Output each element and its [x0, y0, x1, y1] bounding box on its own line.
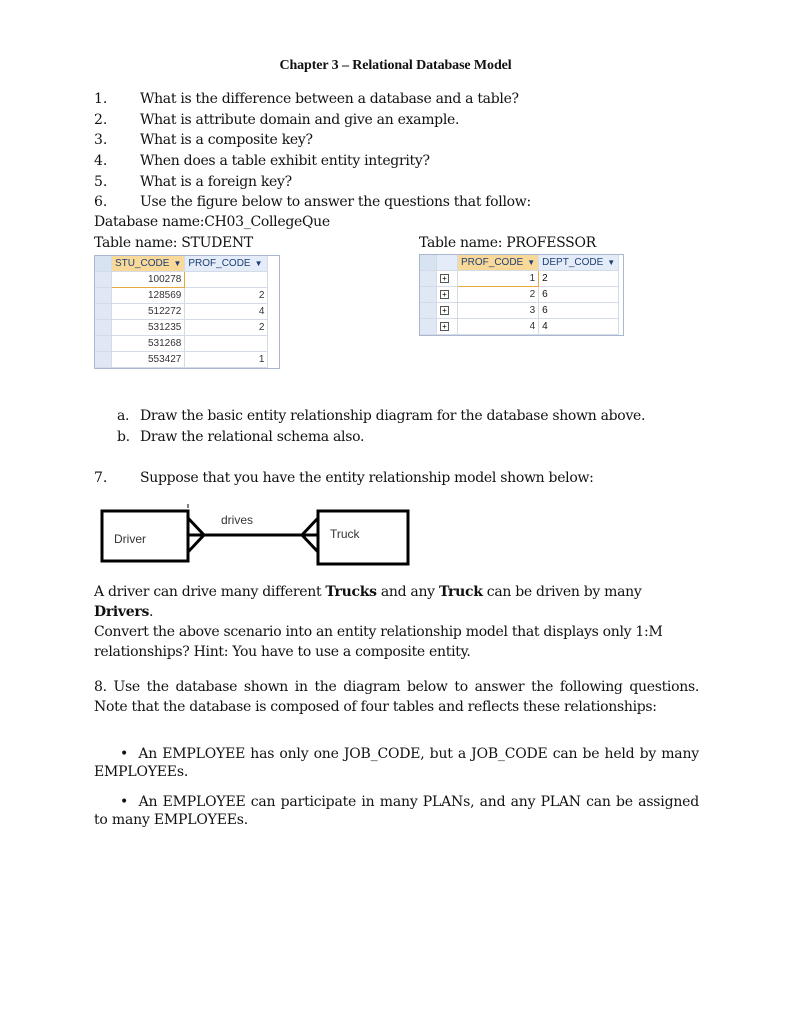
q7-paragraph: A driver can drive many different Trucks and any Truck can be driven by many Drivers. Convert the above scenario into an entity relationship model that displays only 1:M relationships? Hint: You have to use a composite entity.: [94, 584, 663, 660]
table-row[interactable]: [95, 352, 268, 368]
expand-icon[interactable]: +: [440, 274, 449, 283]
table-row[interactable]: [420, 319, 619, 335]
table-row[interactable]: [95, 288, 268, 304]
question-text: What is attribute domain and give an example.: [140, 112, 460, 128]
question-number: 4.: [94, 153, 108, 169]
driver-label: Driver: [114, 532, 146, 546]
question-text: What is the difference between a database and a table?: [140, 91, 519, 107]
table-cell[interactable]: 4: [539, 319, 619, 335]
column-header[interactable]: DEPT_CODE ▼: [539, 255, 619, 271]
subquestion-letter: a.: [117, 408, 130, 424]
table-cell[interactable]: [185, 272, 268, 288]
subquestion-text: Draw the basic entity relationship diagram for the database shown above.: [140, 408, 646, 424]
table-cell[interactable]: 512272: [112, 304, 185, 320]
question-text: Use the figure below to answer the questions that follow:: [140, 194, 531, 210]
crows-foot-truck: [302, 518, 318, 535]
question-number: 1.: [94, 91, 108, 107]
expand-icon[interactable]: +: [440, 322, 449, 331]
crows-foot-driver: [188, 535, 204, 552]
question-text: What is a composite key?: [140, 132, 313, 148]
truck-label: Truck: [330, 527, 360, 541]
select-all-cell[interactable]: [420, 255, 437, 271]
table-cell[interactable]: 531235: [112, 320, 185, 336]
table-cell[interactable]: 6: [539, 303, 619, 319]
crows-foot-driver: [188, 518, 204, 535]
table-cell[interactable]: 2: [458, 287, 539, 303]
table-row[interactable]: [95, 272, 268, 288]
database-name: Database name:CH03_CollegeQue: [94, 214, 330, 230]
page-title: Chapter 3 – Relational Database Model: [279, 58, 512, 73]
bullet-item: • An EMPLOYEE has only one JOB_CODE, but a JOB_CODE can be held by many EMPLOYEEs.: [94, 746, 699, 780]
subquestion-letter: b.: [117, 429, 130, 445]
table-cell[interactable]: 553427: [112, 352, 185, 368]
expand-icon[interactable]: +: [440, 306, 449, 315]
table-row[interactable]: [95, 336, 268, 352]
table-cell[interactable]: 3: [458, 303, 539, 319]
crows-foot-truck: [302, 535, 318, 552]
question-number: 2.: [94, 112, 108, 128]
column-header[interactable]: PROF_CODE ▼: [458, 255, 539, 271]
question-number: 5.: [94, 174, 108, 190]
table-cell[interactable]: 4: [458, 319, 539, 335]
table-cell[interactable]: 100278: [112, 272, 185, 288]
table-cell[interactable]: 4: [185, 304, 268, 320]
bullet-item: • An EMPLOYEE can participate in many PLANs, and any PLAN can be assigned to many EMPLOYEEs.: [94, 794, 699, 828]
table-row[interactable]: [95, 304, 268, 320]
professor-table: [419, 254, 624, 336]
table-cell[interactable]: 2: [185, 288, 268, 304]
question-text: What is a foreign key?: [140, 174, 292, 190]
table-cell[interactable]: 2: [539, 271, 619, 287]
table-row[interactable]: [420, 271, 619, 287]
student-table-label: Table name: STUDENT: [94, 235, 253, 251]
table-cell[interactable]: 531268: [112, 336, 185, 352]
expand-icon[interactable]: +: [440, 290, 449, 299]
table-cell[interactable]: 6: [539, 287, 619, 303]
question-text: Suppose that you have the entity relationship model shown below:: [140, 470, 594, 486]
question-text: When does a table exhibit entity integrity?: [140, 153, 430, 169]
table-cell[interactable]: 128569: [112, 288, 185, 304]
column-header[interactable]: PROF_CODE ▼: [185, 256, 268, 272]
student-table: [94, 255, 280, 369]
question-number: 6.: [94, 194, 108, 210]
column-header[interactable]: STU_CODE ▼: [112, 256, 185, 272]
q8-paragraph: 8. Use the database shown in the diagram below to answer the following questions. Note that the database is composed of four tables and reflects these relationships:: [94, 679, 699, 715]
professor-table-label: Table name: PROFESSOR: [419, 235, 596, 251]
table-row[interactable]: [95, 320, 268, 336]
question-number: 3.: [94, 132, 108, 148]
table-row[interactable]: [420, 287, 619, 303]
relationship-label: drives: [221, 513, 254, 527]
question-number: 7.: [94, 470, 108, 486]
table-row[interactable]: [420, 303, 619, 319]
table-cell[interactable]: 2: [185, 320, 268, 336]
er-diagram: [96, 500, 416, 572]
table-cell[interactable]: 1: [458, 271, 539, 287]
subquestion-text: Draw the relational schema also.: [140, 429, 365, 445]
table-cell[interactable]: [185, 336, 268, 352]
table-cell[interactable]: 1: [185, 352, 268, 368]
select-all-cell[interactable]: [95, 256, 112, 272]
